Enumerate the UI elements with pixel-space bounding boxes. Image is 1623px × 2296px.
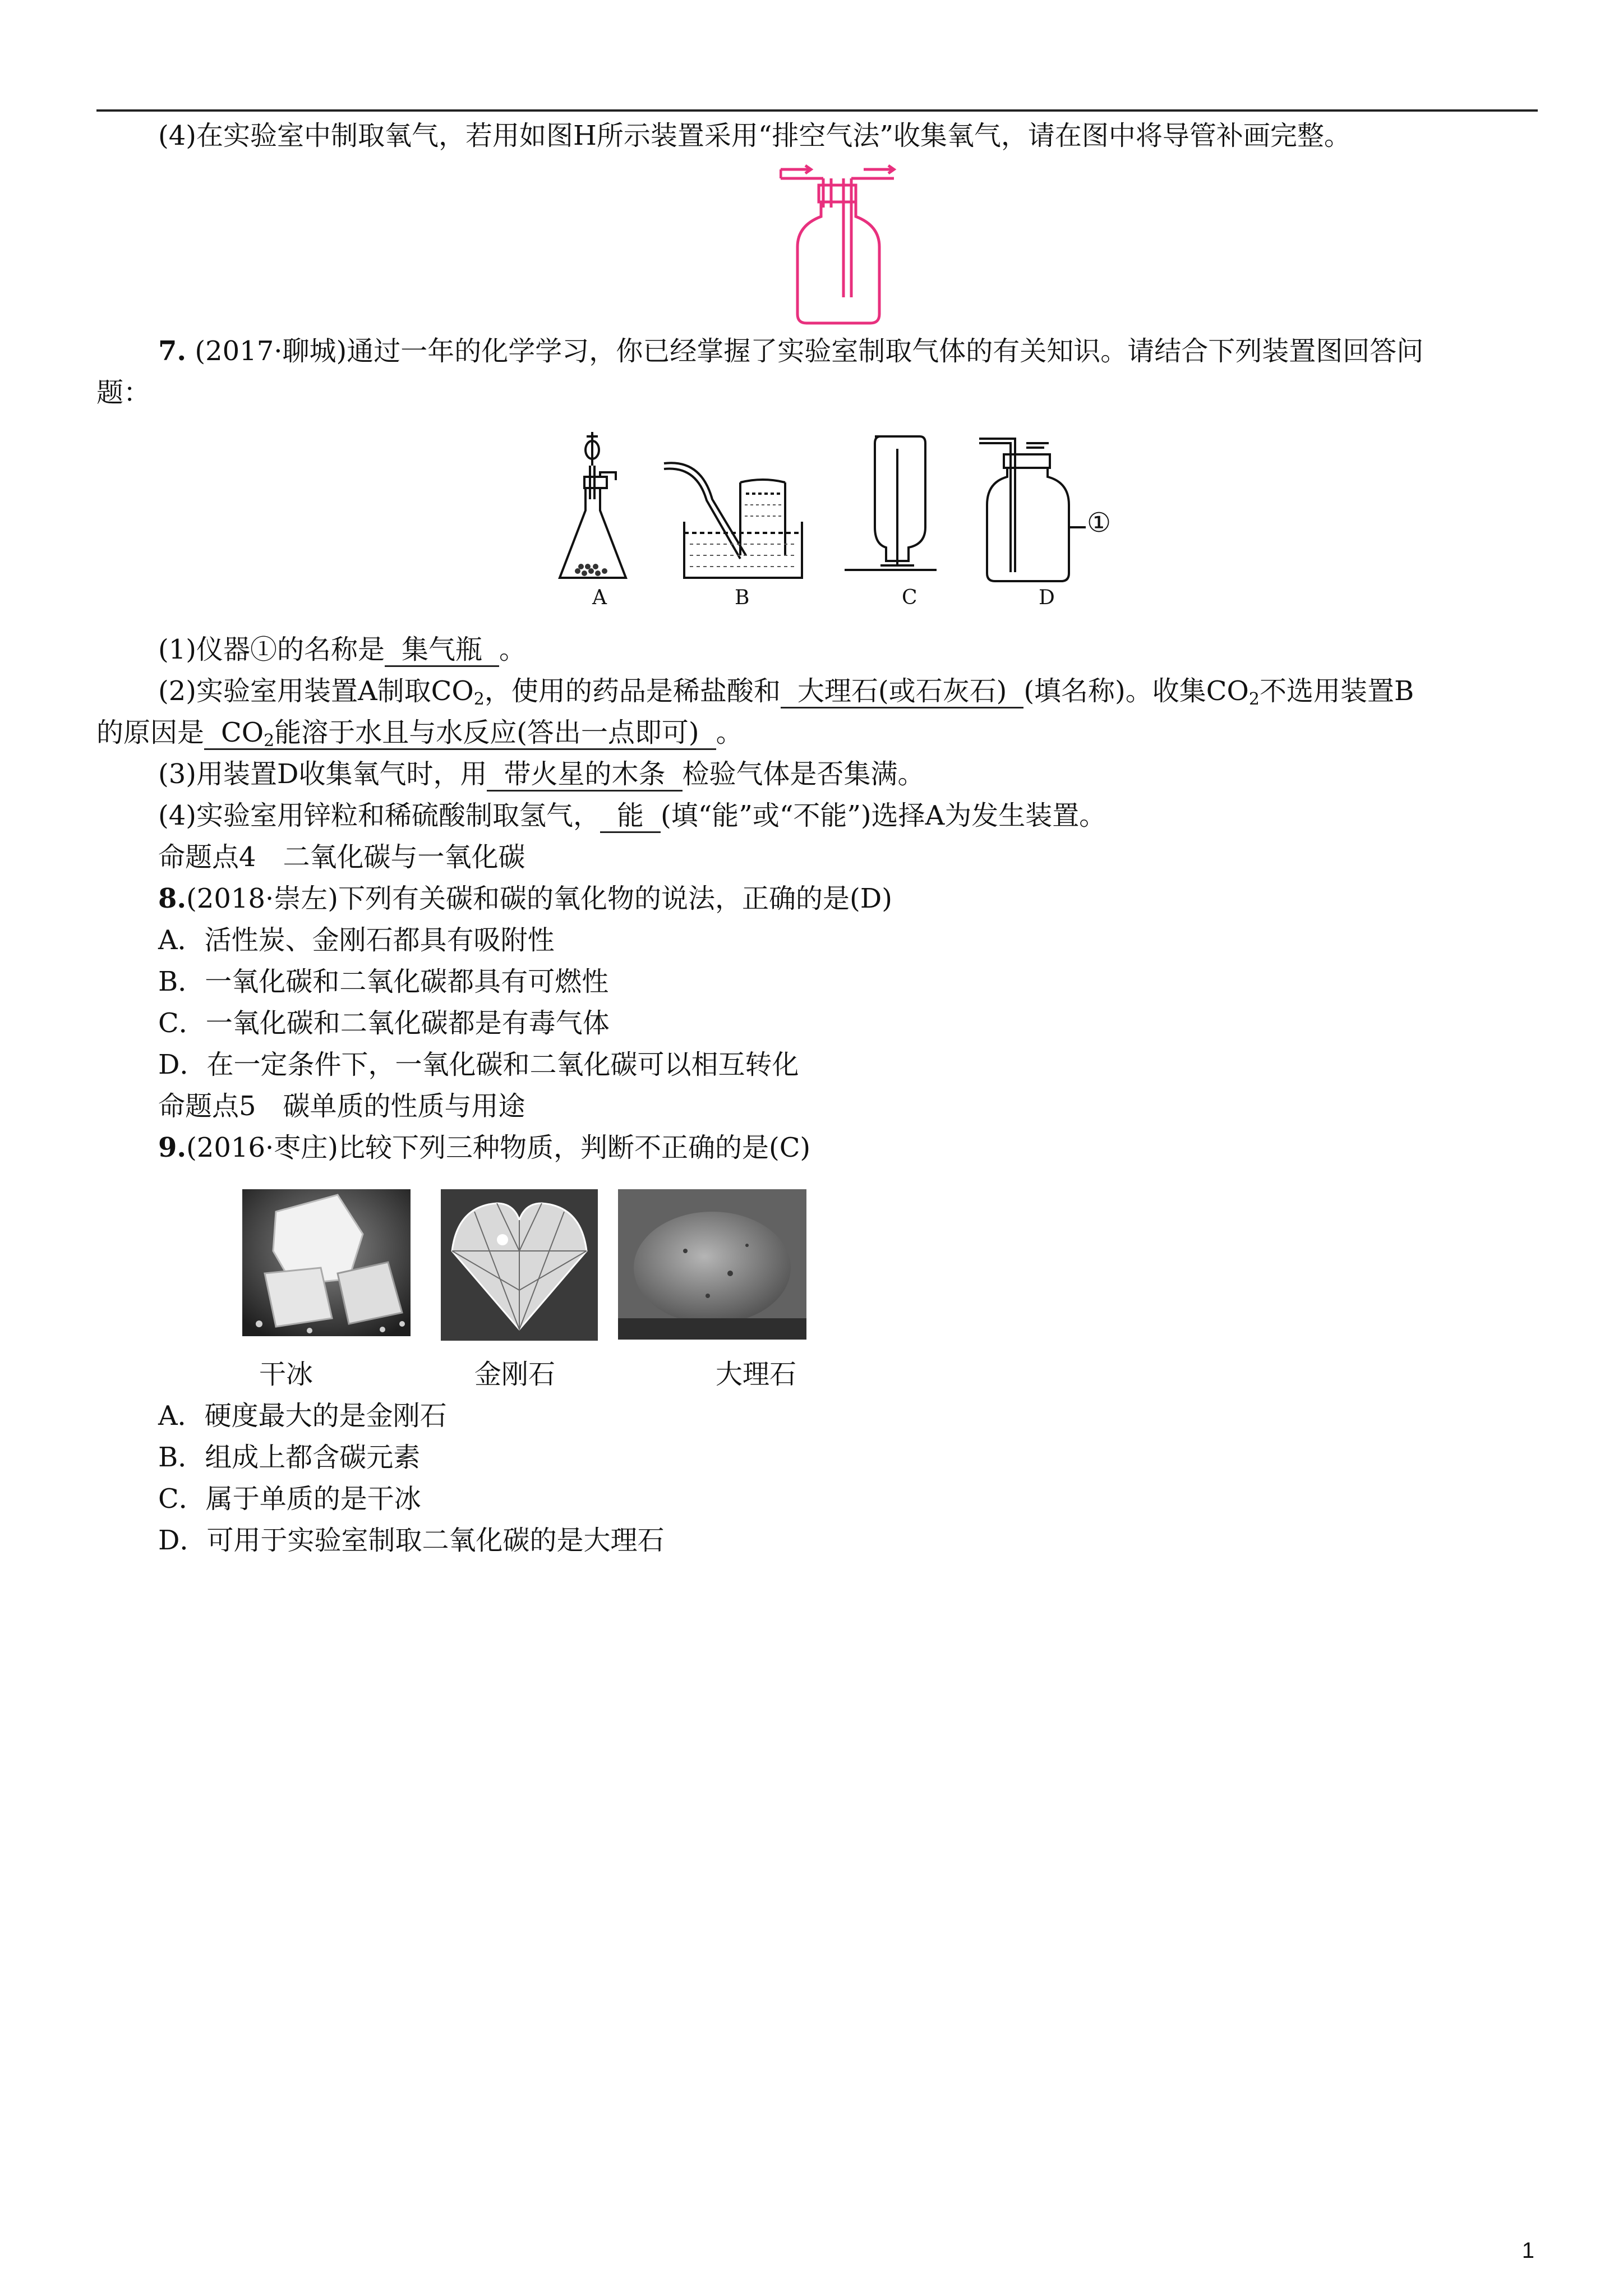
label-b: B: [735, 586, 750, 609]
q7-p2b-end: 。: [716, 717, 743, 748]
label-c: C: [902, 586, 917, 609]
q7-p2-end: 不选用装置B: [1259, 675, 1414, 707]
top-rule: [96, 109, 1538, 112]
photo-marble: [618, 1189, 806, 1340]
q8-number: 8.: [158, 883, 187, 914]
photo-dry-ice: [242, 1189, 411, 1336]
q7-number: 7.: [158, 335, 187, 367]
answer-blank-1: 集气瓶: [385, 634, 499, 667]
q8-option-c: C．一氧化碳和二氧化碳都是有毒气体: [158, 1007, 610, 1039]
q9-option-d: D．可用于实验室制取二氧化碳的是大理石: [158, 1525, 665, 1556]
q7-part3: [158, 757, 925, 792]
answer-blank-2: 大理石(或石灰石): [781, 675, 1023, 708]
q9-option-b: B．组成上都含碳元素: [158, 1442, 421, 1473]
q7-part2-line2: [96, 716, 743, 750]
apparatus-a-flask: [555, 426, 639, 589]
label-d: D: [1039, 586, 1055, 609]
q9-stem-line: [158, 1131, 810, 1165]
q7-part1: [158, 633, 526, 667]
q7-p3-prompt: (3)用装置D收集氧气时，用: [158, 758, 487, 790]
q7-p1-prompt: (1)仪器①的名称是: [158, 634, 385, 665]
q7-p2b-prompt: 的原因是: [96, 717, 205, 748]
figure-h-gas-bottle: [780, 163, 897, 325]
caption-diamond: 金刚石: [474, 1359, 556, 1390]
q7-p1-end: 。: [499, 634, 527, 665]
q8-option-a: A．活性炭、金刚石都具有吸附性: [158, 924, 555, 956]
answer-blank-4: 带火星的木条: [487, 758, 682, 792]
q7-stem-line2: 题：: [96, 377, 151, 408]
q7-p3-end: 检验气体是否集满。: [682, 758, 925, 790]
q8-option-b: B．一氧化碳和二氧化碳都具有可燃性: [158, 966, 609, 997]
caption-dry-ice: 干冰: [259, 1359, 313, 1390]
q7-p4-end: (填“能”或“不能”)选择A为发生装置。: [661, 800, 1106, 831]
subscript: 2: [264, 731, 275, 751]
q9-option-a: A．硬度最大的是金刚石: [158, 1400, 447, 1432]
q7-p2-mid: ，使用的药品是稀盐酸和: [484, 675, 781, 707]
q7-p2-prompt: (2)实验室用装置A制取CO: [158, 675, 474, 707]
q7-p2-post: (填名称)。收集CO: [1023, 675, 1249, 707]
q8-stem: (2018·崇左)下列有关碳和碳的氧化物的说法，正确的是(D): [186, 883, 892, 914]
q7-stem: (2017·聊城)通过一年的化学学习，你已经掌握了实验室制取气体的有关知识。请结合下列装置图回答问: [195, 335, 1424, 367]
q8-option-d: D．在一定条件下，一氧化碳和二氧化碳可以相互转化: [158, 1049, 799, 1080]
q7-p4-prompt: (4)实验室用锌粒和稀硫酸制取氢气，: [158, 800, 600, 831]
topic-5-heading: 命题点5 碳单质的性质与用途: [158, 1091, 525, 1122]
answer-blank-5: 能: [600, 800, 661, 833]
apparatus-b-water-trough: [662, 460, 808, 589]
q7-stem-line1: [158, 334, 1423, 368]
q8-stem-line: [158, 882, 892, 915]
answer-text: 能溶于水且与水反应(答出一点即可): [274, 717, 699, 748]
answer-blank-3: [204, 717, 716, 750]
co2-text: CO: [221, 717, 264, 748]
apparatus-c-inverted-bottle: [841, 432, 942, 578]
q9-number: 9.: [158, 1132, 187, 1163]
subscript: 2: [1248, 689, 1260, 709]
circle-mark-1: ①: [1087, 507, 1112, 539]
subscript: 2: [473, 689, 485, 709]
caption-marble: 大理石: [716, 1359, 797, 1390]
photo-diamond: [441, 1189, 598, 1341]
q7-part2: [158, 674, 1414, 708]
page-number: 1: [1521, 2238, 1534, 2263]
q9-option-c: C．属于单质的是干冰: [158, 1483, 421, 1515]
label-a: A: [592, 586, 607, 609]
q6-part4-text: (4)在实验室中制取氧气，若用如图H所示装置采用“排空气法”收集氧气，请在图中将导管补画完整。: [158, 120, 1351, 151]
topic-4-heading: 命题点4 二氧化碳与一氧化碳: [158, 841, 525, 873]
q9-stem: (2016·枣庄)比较下列三种物质，判断不正确的是(C): [186, 1132, 811, 1163]
q7-part4: [158, 799, 1106, 833]
